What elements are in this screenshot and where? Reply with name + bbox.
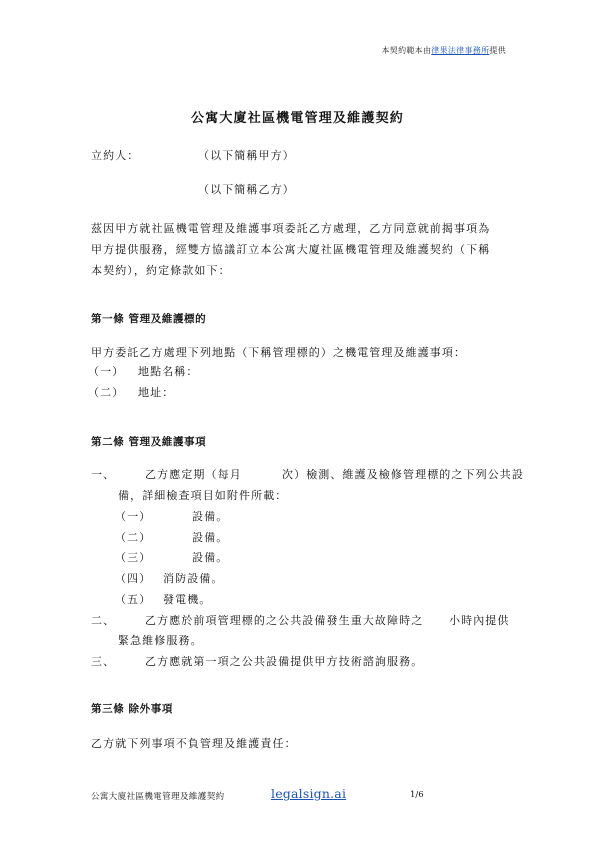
article-2-para-3-text: 乙方應就第一項之公共設備提供甲方技術諮詢服務。 bbox=[145, 655, 424, 668]
party-a-suffix: （以下簡稱甲方） bbox=[198, 149, 295, 162]
law-firm-link[interactable]: 律果法律事務所 bbox=[431, 46, 490, 55]
header-note bbox=[381, 45, 506, 56]
document-title: 公寓大廈社區機電管理及維護契約 bbox=[190, 111, 404, 126]
article-1-item-1-number: （一） bbox=[88, 365, 125, 378]
party-b-suffix: （以下簡稱乙方） bbox=[198, 183, 295, 196]
article-2-para-1-number: 一、 bbox=[91, 468, 116, 481]
article-2-sub-4-text: 消防設備。 bbox=[163, 572, 224, 585]
article-1-heading: 第一條 管理及維護標的 bbox=[91, 313, 207, 325]
page-number: 1/6 bbox=[410, 790, 424, 800]
article-2-heading: 第二條 管理及維護事項 bbox=[91, 436, 207, 448]
article-2-sub-5-text: 發電機。 bbox=[163, 593, 212, 606]
article-2-sub-4-number: （四） bbox=[115, 572, 152, 585]
article-2-para-3-number: 三、 bbox=[91, 655, 116, 668]
article-1-item-2-text: 地址： bbox=[138, 386, 175, 399]
article-2-sub-3-text: 設備。 bbox=[192, 551, 229, 564]
article-1-intro: 甲方委託乙方處理下列地點（下稱管理標的）之機電管理及維護事項： bbox=[91, 346, 467, 359]
footer-link[interactable]: legalsign.ai bbox=[271, 786, 347, 801]
article-2-sub-1-text: 設備。 bbox=[192, 510, 229, 523]
article-1-item-1-text: 地點名稱： bbox=[138, 365, 199, 378]
footer-title: 公寓大廈社區機電管理及維護契約 bbox=[91, 792, 225, 802]
article-2-sub-1-number: （一） bbox=[115, 510, 152, 523]
article-2-sub-2-text: 設備。 bbox=[192, 531, 229, 544]
article-2-para-2-part-a: 乙方應於前項管理標的之公共設備發生重大故障時之 bbox=[145, 614, 424, 627]
article-2-sub-2-number: （二） bbox=[115, 531, 152, 544]
party-label: 立約人： bbox=[91, 149, 140, 162]
preamble-line-3: 本契約），約定條款如下： bbox=[91, 264, 231, 277]
article-2-para-2-number: 二、 bbox=[91, 614, 116, 627]
header-prefix: 本契約範本由 bbox=[381, 46, 432, 55]
article-2-para-2-part-b: 小時內提供 bbox=[449, 614, 510, 627]
article-2-para-1-part-b: 次）檢測、維護及檢修管理標的之下列公共設 bbox=[282, 468, 524, 481]
preamble-line-1: 茲因甲方就社區機電管理及維護事項委託乙方處理，乙方同意就前揭事項為 bbox=[91, 222, 491, 235]
article-3-intro: 乙方就下列事項不負管理及維護責任： bbox=[91, 737, 297, 750]
header-suffix: 提供 bbox=[489, 46, 506, 55]
article-2-para-1-part-a: 乙方應定期（每月 bbox=[145, 468, 242, 481]
preamble-line-2: 甲方提供服務，經雙方協議訂立本公寓大廈社區機電管理及維護契約（下稱 bbox=[91, 243, 491, 256]
article-3-heading: 第三條 除外事項 bbox=[91, 703, 173, 715]
article-2-para-2-line-2: 緊急維修服務。 bbox=[118, 634, 203, 647]
article-2-para-1-line-2: 備，詳細檢查項目如附件所載： bbox=[118, 489, 288, 502]
article-2-sub-3-number: （三） bbox=[115, 551, 152, 564]
article-2-sub-5-number: （五） bbox=[115, 593, 152, 606]
article-1-item-2-number: （二） bbox=[88, 386, 125, 399]
